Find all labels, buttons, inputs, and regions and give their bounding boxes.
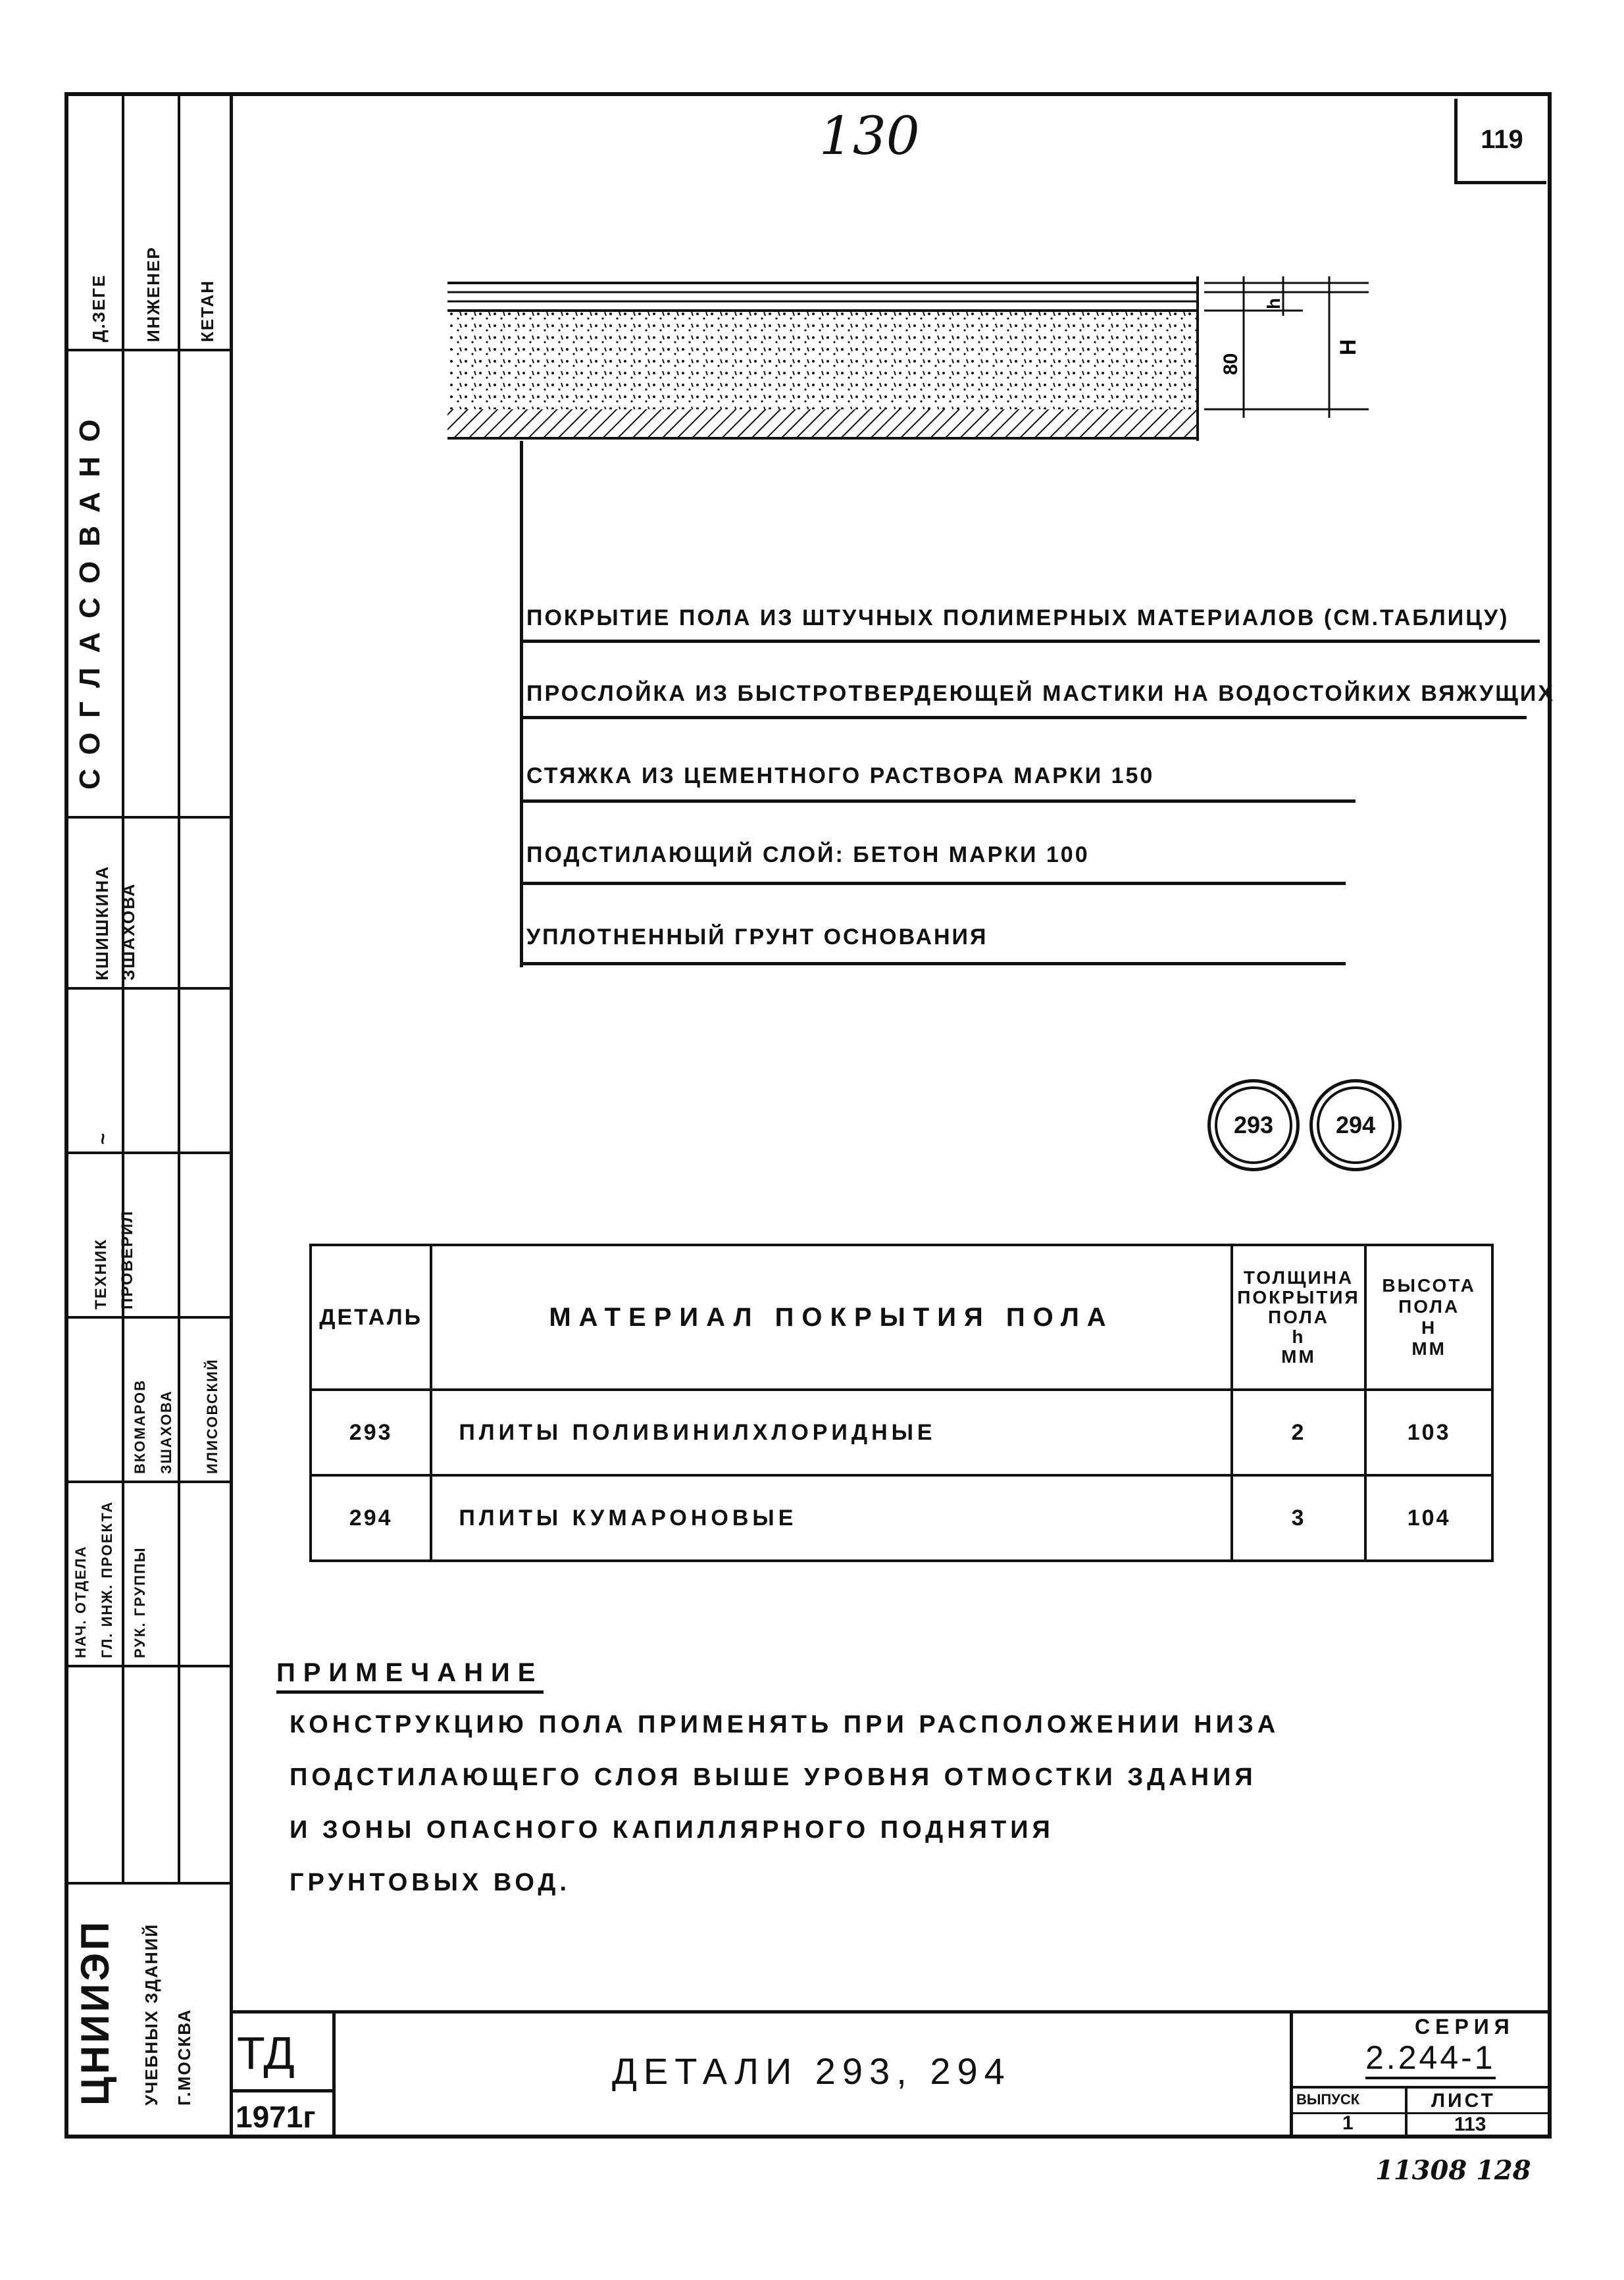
- org-line-3: Г.МОСКВА: [174, 2008, 194, 2106]
- layer-3-line: [523, 799, 1356, 803]
- header-height-line-2: ПОЛА: [1398, 1296, 1460, 1317]
- title-block-right-divider: [1290, 2010, 1293, 2139]
- layer-1-text: ПОКРЫТИЕ ПОЛА ИЗ ШТУЧНЫХ ПОЛИМЕРНЫХ МАТЕРИАЛОВ (СМ.ТАБЛИЦУ): [526, 605, 1510, 630]
- header-thickness-line-2: ПОКРЫТИЯ: [1237, 1287, 1360, 1307]
- layer-4-line: [523, 882, 1346, 885]
- agreed-label: СОГЛАСОВАНО: [74, 405, 106, 790]
- row-1-thickness: 2: [1232, 1390, 1366, 1475]
- strip-sep-6: [64, 1481, 233, 1483]
- sheet-label: ЛИСТ: [1431, 2090, 1496, 2112]
- row-1-material: ПЛИТЫ ПОЛИВИНИЛХЛОРИДНЫЕ: [431, 1390, 1231, 1475]
- names-col-3: КЕТАН: [197, 279, 217, 342]
- corner-number-box: [1454, 99, 1546, 184]
- issue-label: ВЫПУСК: [1296, 2091, 1360, 2108]
- staff-name-1: КШИШКИНА: [92, 865, 112, 980]
- strip-sep-1: [64, 349, 233, 351]
- td-label: ТД: [237, 2027, 295, 2079]
- layer-2-text: ПРОСЛОЙКА ИЗ БЫСТРОТВЕРДЕЮЩЕЙ МАСТИКИ НА ВОДОСТОЙКИХ ВЯЖУЩИХ: [526, 681, 1556, 706]
- strip-sep-2: [64, 816, 233, 819]
- year-label: 1971г: [236, 2100, 316, 2134]
- sheet-number: 113: [1454, 2114, 1486, 2135]
- names-col-1: Д.ЗЕГЕ: [89, 274, 109, 342]
- staff-role-2: ПРОВЕРИЛ: [118, 1209, 136, 1309]
- detail-marker-293-label: 293: [1233, 1111, 1274, 1138]
- title-block-left-divider: [332, 2010, 336, 2139]
- title-block-top-line: [233, 2010, 1552, 2014]
- detail-marker-294: [1309, 1079, 1402, 1171]
- page-number-handwritten: 130: [819, 105, 920, 166]
- header-detail: ДЕТАЛЬ: [311, 1245, 431, 1390]
- note-line-1: КОНСТРУКЦИЮ ПОЛА ПРИМЕНЯТЬ ПРИ РАСПОЛОЖЕНИИ НИЗА: [290, 1711, 1280, 1738]
- staff2-name-1: ВКОМАРОВ: [132, 1379, 148, 1474]
- note-line-3: И ЗОНЫ ОПАСНОГО КАПИЛЛЯРНОГО ПОДНЯТИЯ: [290, 1816, 1054, 1844]
- header-material: МАТЕРИАЛ ПОКРЫТИЯ ПОЛА: [431, 1245, 1231, 1390]
- detail-marker-293: [1207, 1079, 1300, 1171]
- layer-1-line: [523, 640, 1540, 643]
- header-thickness-line-3: ПОЛА: [1267, 1307, 1330, 1327]
- staff2-role-3: РУК. ГРУППЫ: [132, 1546, 148, 1658]
- org-logo: ЦНИИЭП: [73, 1919, 117, 2106]
- staff2-name-3: ИЛИСОВСКИЙ: [204, 1358, 220, 1474]
- staff2-role-1: НАЧ. ОТДЕЛА: [72, 1545, 89, 1658]
- staff2-role-2: ГЛ. ИНЖ. ПРОЕКТА: [99, 1500, 115, 1658]
- staff-role-1: ТЕХНИК: [92, 1238, 110, 1309]
- left-stamp-strip: [64, 92, 233, 2139]
- layer-5-text: УПЛОТНЕННЫЙ ГРУНТ ОСНОВАНИЯ: [526, 925, 988, 950]
- header-height-line-3: H: [1421, 1317, 1437, 1338]
- row-2-height: 104: [1365, 1475, 1492, 1561]
- bottom-handwritten-numbers: 11308 128: [1375, 2155, 1531, 2186]
- layer-3-text: СТЯЖКА ИЗ ЦЕМЕНТНОГО РАСТВОРА МАРКИ 150: [526, 763, 1155, 788]
- layer-4-text: ПОДСТИЛАЮЩИЙ СЛОЙ: БЕТОН МАРКИ 100: [526, 842, 1090, 867]
- row-1-height: 103: [1365, 1390, 1492, 1475]
- staff2-name-2: ЗШАХОВА: [158, 1390, 174, 1474]
- layer-5-line: [523, 962, 1346, 965]
- header-height-line-1: ВЫСОТА: [1382, 1275, 1476, 1296]
- dim-label-H: H: [1336, 339, 1361, 355]
- strip-sep-4: [64, 1152, 233, 1154]
- sheet-title: ДЕТАЛИ 293, 294: [612, 2050, 1011, 2092]
- layer-2-line: [523, 716, 1527, 719]
- series-number: 2.244-1: [1365, 2039, 1496, 2079]
- table-row: [311, 1475, 1492, 1561]
- names-col-2: ИНЖЕНЕР: [143, 246, 163, 342]
- strip-sep-5: [64, 1316, 233, 1319]
- header-thickness-line-4: h: [1292, 1327, 1306, 1347]
- leader-line: [520, 441, 523, 967]
- staff-name-2: ЗШАХОВА: [118, 882, 138, 980]
- strip-sep-8: [64, 1882, 233, 1885]
- title-block-series-line: [1290, 2086, 1552, 2089]
- issue-number: 1: [1342, 2112, 1354, 2134]
- note-line-2: ПОДСТИЛАЮЩЕГО СЛОЯ ВЫШЕ УРОВНЯ ОТМОСТКИ ЗДАНИЯ: [290, 1763, 1257, 1791]
- row-2-thickness: 3: [1232, 1475, 1366, 1561]
- header-height-line-4: ММ: [1411, 1338, 1446, 1359]
- detail-marker-294-label: 294: [1335, 1111, 1376, 1138]
- note-line-4: ГРУНТОВЫХ ВОД.: [290, 1869, 571, 1896]
- series-label: СЕРИЯ: [1415, 2015, 1515, 2039]
- row-1-detail: 293: [311, 1390, 431, 1475]
- title-block-year-line: [233, 2089, 335, 2092]
- floor-section-drawing: [434, 263, 1421, 461]
- materials-table: [309, 1244, 1494, 1562]
- corner-number: 119: [1481, 125, 1523, 154]
- header-height: [1365, 1245, 1492, 1390]
- row-2-material: ПЛИТЫ КУМАРОНОВЫЕ: [431, 1475, 1231, 1561]
- row-2-detail: 294: [311, 1475, 431, 1561]
- note-title: ПРИМЕЧАНИЕ: [276, 1658, 544, 1694]
- header-thickness: [1232, 1245, 1366, 1390]
- strip-sep-3: [64, 987, 233, 990]
- strip-sep-7: [64, 1665, 233, 1667]
- header-thickness-line-1: ТОЛЩИНА: [1243, 1267, 1354, 1288]
- table-row: [311, 1390, 1492, 1475]
- header-thickness-line-5: ММ: [1281, 1346, 1316, 1367]
- title-block-issue-line: [1290, 2112, 1552, 2114]
- dim-label-h: h: [1263, 297, 1284, 309]
- dim-label-80: 80: [1220, 353, 1242, 375]
- table-header-row: [311, 1245, 1492, 1390]
- org-line-2: УЧЕБНЫХ ЗДАНИЙ: [141, 1923, 161, 2106]
- signature-1: ~: [92, 1132, 114, 1145]
